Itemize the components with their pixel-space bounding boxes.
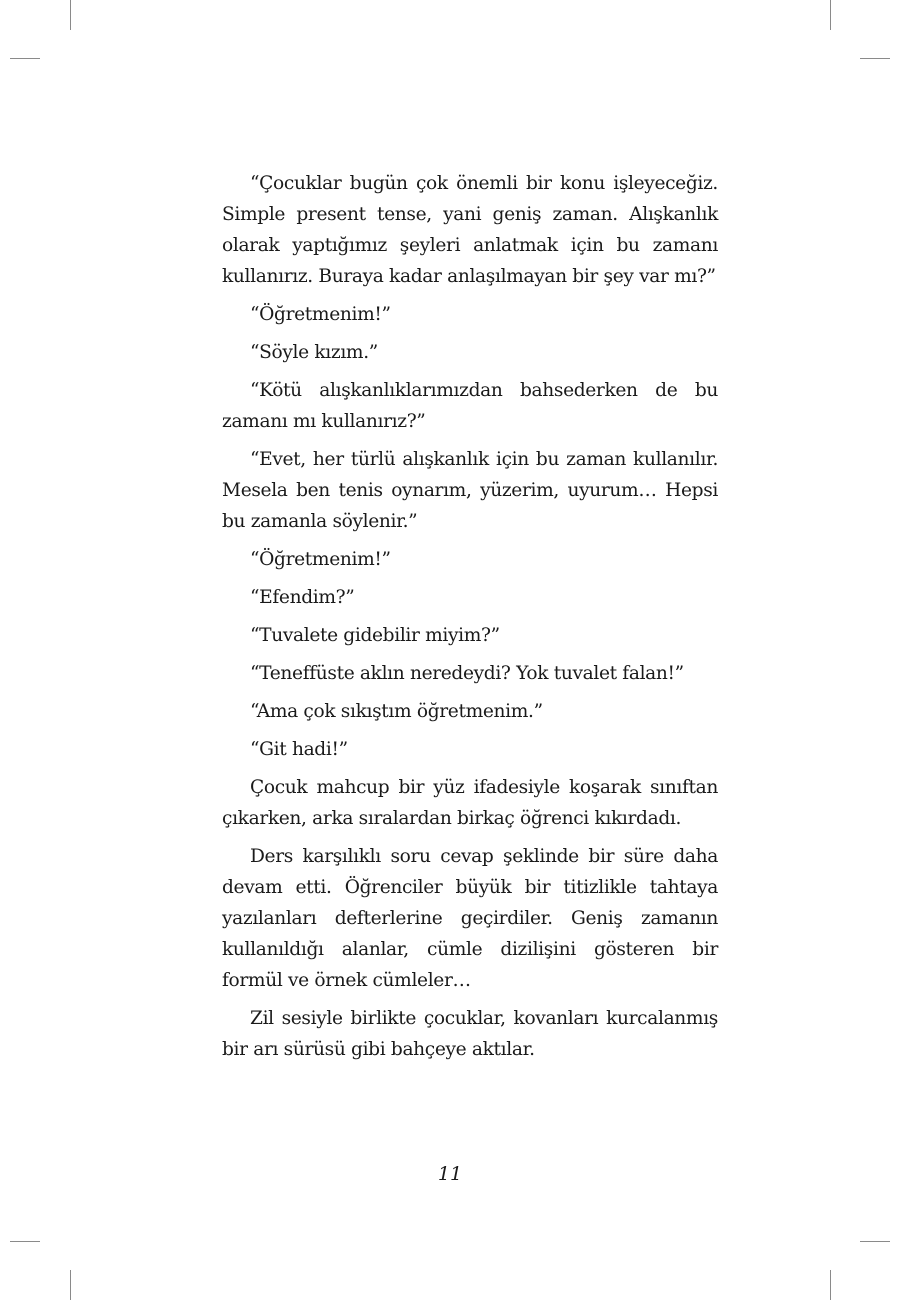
paragraph: Zil sesiyle birlikte çocuklar, kovanları kurcalanmış bir arı sürüsü gibi bahçeye aktılar. — [222, 1008, 718, 1060]
paragraph: “Öğretmenim!” — [250, 549, 391, 570]
page-number: 11 — [437, 1163, 463, 1185]
crop-mark-bottom-left-vertical — [70, 1270, 71, 1300]
page-body-text — [222, 168, 718, 1072]
crop-mark-top-right-horizontal — [860, 58, 890, 59]
paragraph: “Çocuklar bugün çok önemli bir konu işleyeceğiz. Simple present tense, yani geniş zaman. Alışkanlık olarak yaptığımız şeyleri anlatmak için bu zamanı kullanırız. Buraya kadar anlaşılmayan bir şey var mı?” — [222, 173, 718, 287]
paragraph: “Kötü alışkanlıklarımızdan bahsederken de bu zamanı mı kullanırız?” — [222, 380, 718, 432]
crop-mark-bottom-left-horizontal — [10, 1241, 40, 1242]
paragraph: Ders karşılıklı soru cevap şeklinde bir süre daha devam etti. Öğrenciler büyük bir titizlikle tahtaya yazılanları defterlerine geçirdiler. Geniş zamanın kullanıldığı alanlar, cümle dizilişini gösteren bir formül ve örnek cümleler… — [222, 846, 718, 991]
crop-mark-bottom-right-horizontal — [860, 1241, 890, 1242]
crop-mark-top-left-horizontal — [10, 58, 40, 59]
paragraph: “Evet, her türlü alışkanlık için bu zaman kullanılır. Mesela ben tenis oynarım, yüzerim, uyurum… Hepsi bu zamanla söylenir.” — [222, 449, 718, 532]
paragraph: “Ama çok sıkıştım öğretmenim.” — [250, 701, 543, 722]
paragraph: “Öğretmenim!” — [250, 304, 391, 325]
paragraph: Çocuk mahcup bir yüz ifadesiyle koşarak sınıftan çıkarken, arka sıralardan birkaç öğrenci kıkırdadı. — [222, 777, 718, 829]
paragraph: “Efendim?” — [250, 587, 355, 608]
paragraph: “Git hadi!” — [250, 739, 348, 760]
paragraph: “Tuvalete gidebilir miyim?” — [250, 625, 500, 646]
paragraph: “Söyle kızım.” — [250, 342, 378, 363]
crop-mark-top-right-vertical — [830, 0, 831, 30]
crop-mark-top-left-vertical — [70, 0, 71, 30]
crop-mark-bottom-right-vertical — [830, 1270, 831, 1300]
paragraph: “Teneffüste aklın neredeydi? Yok tuvalet falan!” — [250, 663, 684, 684]
